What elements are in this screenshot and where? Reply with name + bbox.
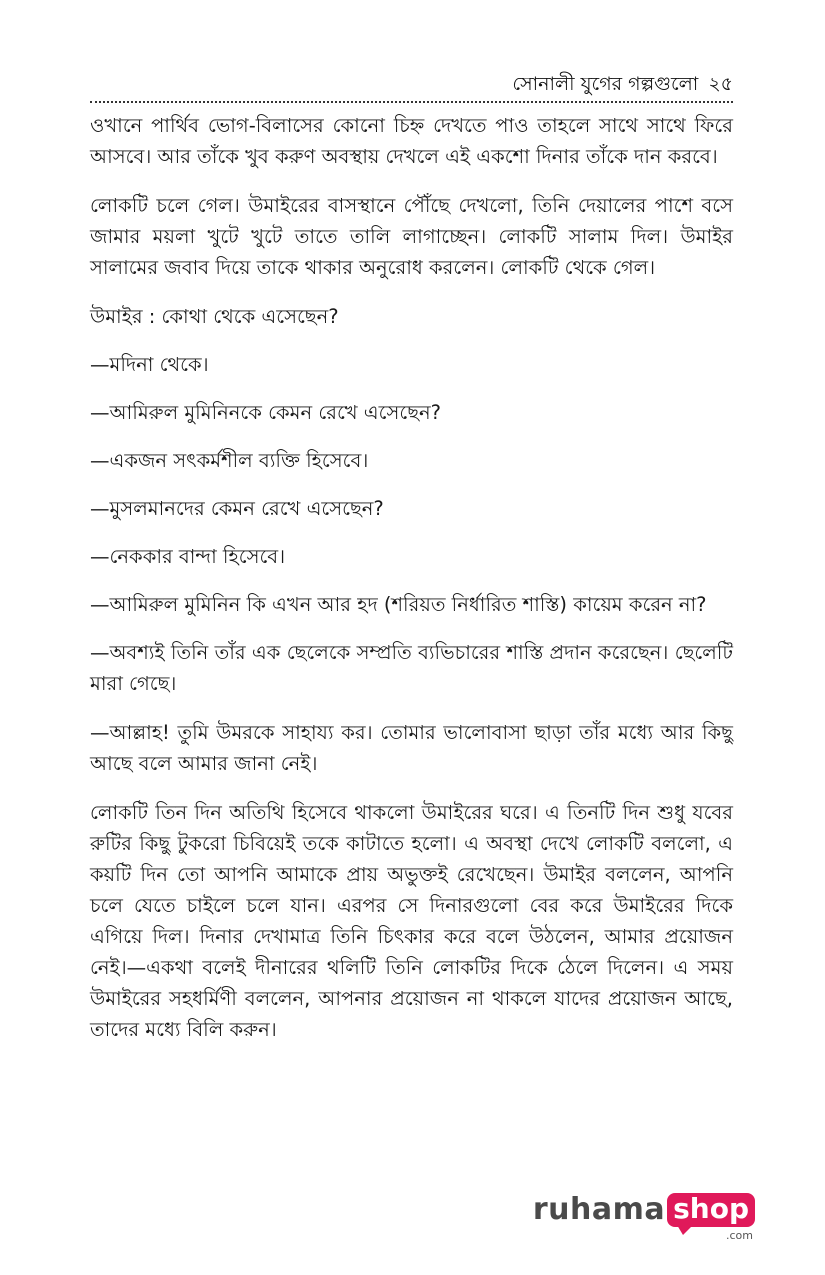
dialogue-line-2: —মদিনা থেকে। [90, 353, 209, 376]
logo-brand-text: ruhama [532, 1192, 666, 1227]
dialogue-line-5: —মুসলমানদের কেমন রেখে এসেছেন? [90, 497, 384, 520]
page-number: ২৫ [708, 73, 733, 95]
logo-shop-badge [667, 1192, 755, 1242]
header-dotted-rule [90, 101, 733, 103]
dialogue-line-7: —আমিরুল মুমিনিন কি এখন আর হদ (শরিয়ত নির্ধারিত শাস্তি) কায়েম করেন না? [90, 593, 707, 616]
dialogue-line-3: —আমিরুল মুমিনিনকে কেমন রেখে এসেছেন? [90, 401, 441, 424]
speech-bubble-tail-icon [677, 1225, 693, 1235]
dialogue-line-4: —একজন সৎকর্মশীল ব্যক্তি হিসেবে। [90, 449, 369, 472]
paragraph-final: লোকটি তিন দিন অতিথি হিসেবে থাকলো উমাইরের ঘরে। এ তিনটি দিন শুধু যবের রুটির কিছু টুকরো চিবিয়েই তকে কাটাতে হলো। এ অবস্থা দেখে লোকটি বললো, এ কয়টি দিন তো আপনি আমাকে প্রায় অভুক্তই রেখেছেন। উমাইর বললেন, আপনি চলে যেতে চাইলে চলে যান। এরপর সে দিনারগুলো বের করে উমাইরের দিকে এগিয়ে দিল। দিনার দেখামাত্র তিনি চিৎকার করে বলে উঠলেন, আমার প্রয়োজন নেই।—একথা বলেই দীনারের থলিটি তিনি লোকটির দিকে ঠেলে দিলেন। এ সময় উমাইরের সহধর্মিণী বললেন, আপনার প্রয়োজন না থাকলে যাদের প্রয়োজন আছে, তাদের মধ্যে বিলি করুন। [90, 801, 733, 1041]
dialogue-line-1: উমাইর : কোথা থেকে এসেছেন? [90, 305, 339, 328]
ruhamashop-logo [533, 1193, 755, 1241]
logo-domain-text: .com [726, 1229, 753, 1242]
paragraph-2: লোকটি চলে গেল। উমাইরের বাসস্থানে পৌঁছে দেখলো, তিনি দেয়ালের পাশে বসে জামার ময়লা খুটে খুটে তাতে তালি লাগাচ্ছেন। লোকটি সালাম দিল। উমাইর সালামের জবাব দিয়ে তাকে থাকার অনুরোধ করলেন। লোকটি থেকে গেল। [90, 194, 733, 279]
paragraph-1: ওখানে পার্থিব ভোগ-বিলাসের কোনো চিহ্ন দেখতে পাও তাহলে সাথে সাথে ফিরে আসবে। আর তাঁকে খুব করুণ অবস্থায় দেখলে এই একশো দিনার তাঁকে দান করবে। [90, 114, 733, 168]
page-body [90, 110, 733, 1045]
dialogue-line-6: —নেককার বান্দা হিসেবে। [90, 545, 286, 568]
dialogue-line-9: —আল্লাহ! তুমি উমরকে সাহায্য কর। তোমার ভালোবাসা ছাড়া তাঁর মধ্যে আর কিছু আছে বলে আমার জানা নেই। [90, 721, 733, 775]
running-title: সোনালী যুগের গল্পগুলো [512, 73, 699, 95]
logo-shop-text: shop [667, 1193, 755, 1227]
dialogue-line-8: —অবশ্যই তিনি তাঁর এক ছেলেকে সম্প্রতি ব্যভিচারের শাস্তি প্রদান করেছেন। ছেলেটি মারা গেছে। [90, 641, 733, 695]
running-header [512, 72, 733, 96]
